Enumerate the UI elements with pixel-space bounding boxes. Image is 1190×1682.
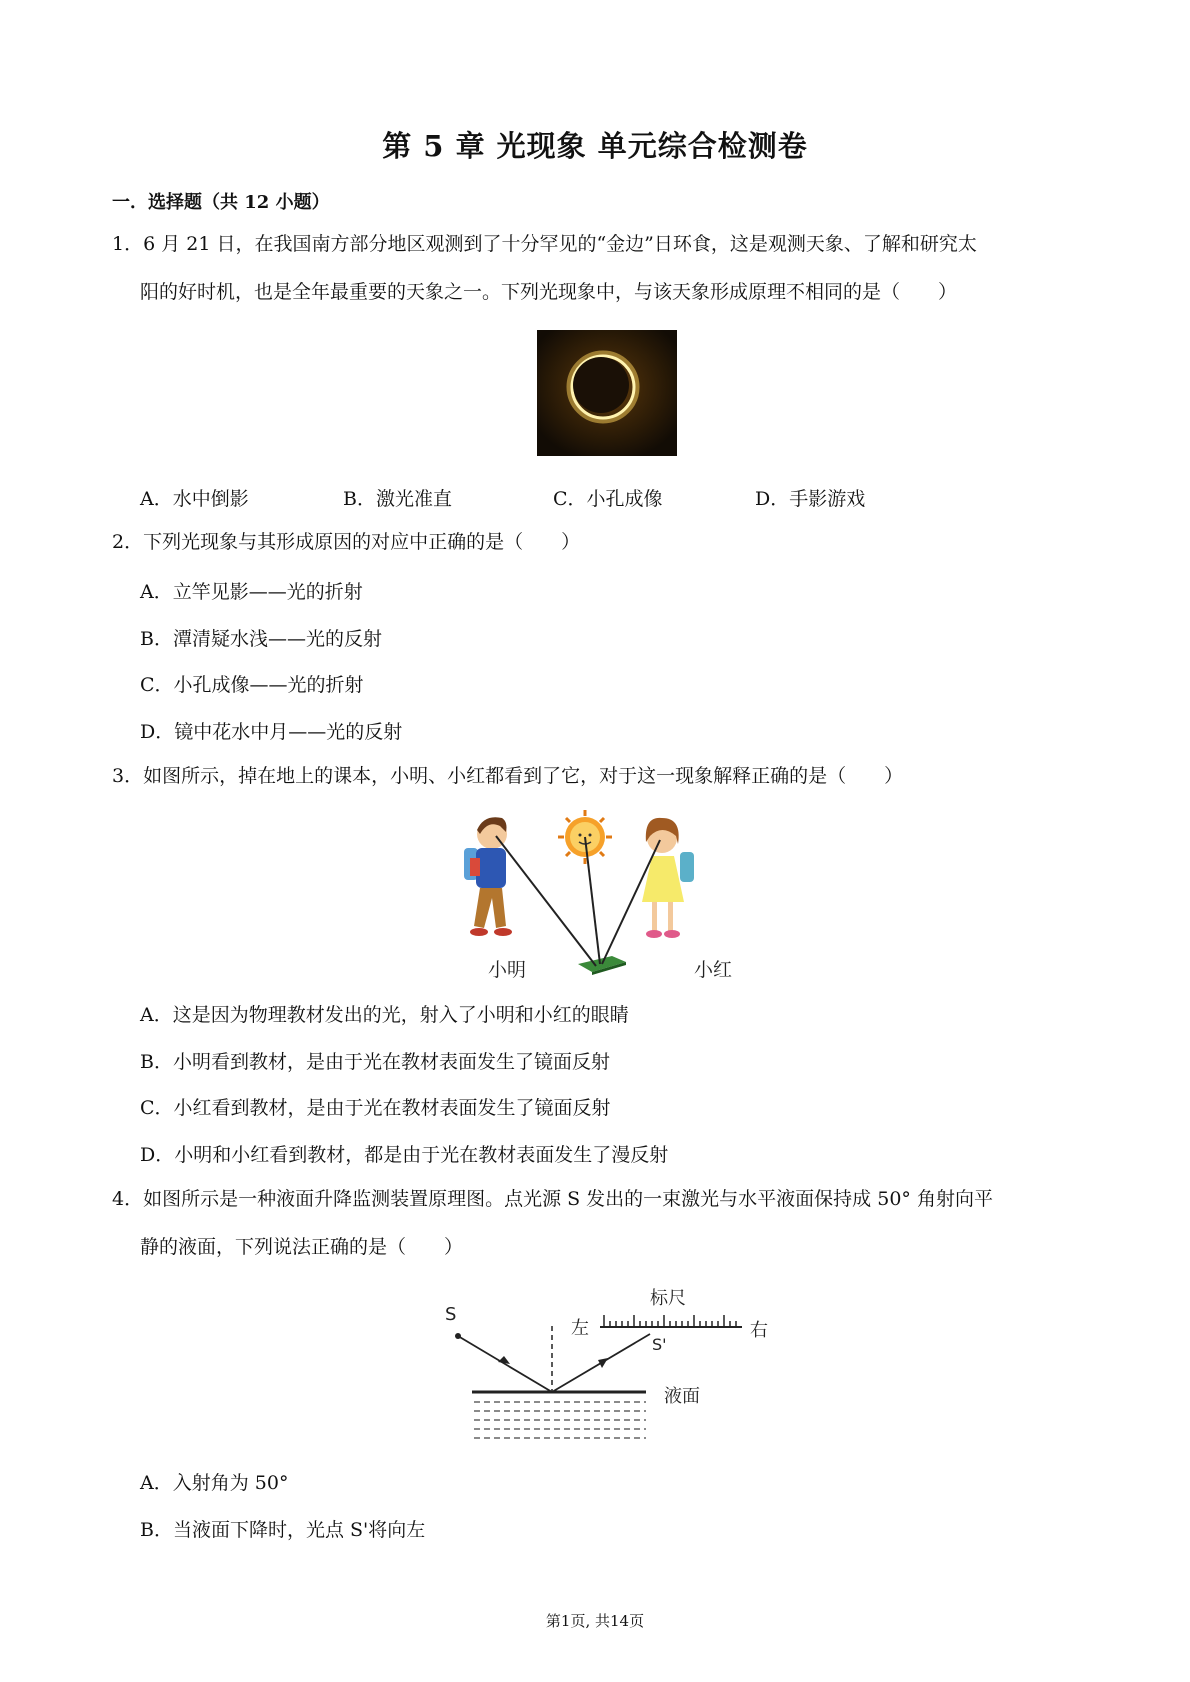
girl-figure — [642, 818, 694, 938]
book-icon — [578, 956, 626, 975]
q2-stem: 2．下列光现象与其形成原因的对应中正确的是（ ） — [112, 531, 581, 553]
q2-option-d: D．镜中花水中月——光的反射 — [140, 721, 403, 743]
q4-option-a: A．入射角为 50° — [140, 1472, 289, 1494]
label-s-prime: S' — [652, 1335, 667, 1354]
q1-option-a: A．水中倒影 — [140, 488, 249, 510]
q3-stem: 3．如图所示，掉在地上的课本，小明、小红都看到了它，对于这一现象解释正确的是（ ） — [112, 765, 904, 787]
page-footer: 第1页, 共14页 — [545, 1612, 645, 1630]
label-xiaoming: 小明 — [488, 959, 527, 981]
students-book-figure — [440, 806, 770, 986]
liquid-body — [474, 1402, 646, 1438]
ruler — [600, 1315, 742, 1327]
boy-figure — [464, 817, 512, 936]
q4-line-2: 静的液面，下列说法正确的是（ ） — [140, 1236, 464, 1258]
label-ruler: 标尺 — [650, 1288, 686, 1309]
q2-option-b: B．潭清疑水浅——光的反射 — [140, 628, 382, 650]
arrow-reflected-icon — [598, 1358, 608, 1368]
ray-from-sun — [585, 837, 600, 964]
page-title: 第 5 章 光现象 单元综合检测卷 — [382, 129, 808, 163]
q1-option-c: C．小孔成像 — [553, 488, 663, 510]
q1-line-2: 阳的好时机，也是全年最重要的天象之一。下列光现象中，与该天象形成原理不相同的是（ ） — [140, 281, 958, 303]
q1-option-d: D．手影游戏 — [755, 488, 866, 510]
label-right: 右 — [750, 1320, 768, 1341]
q1-option-b: B．激光准直 — [343, 488, 452, 510]
label-left: 左 — [571, 1318, 589, 1339]
q3-option-d: D．小明和小红看到教材，都是由于光在教材表面发生了漫反射 — [140, 1144, 669, 1166]
incident-ray — [458, 1336, 552, 1392]
label-xiaohong: 小红 — [694, 959, 733, 981]
q4-line-1: 4．如图所示是一种液面升降监测装置原理图。点光源 S 发出的一束激光与水平液面保持成 50° 角射向平 — [112, 1188, 993, 1210]
liquid-level-figure — [432, 1280, 782, 1448]
q2-option-a: A．立竿见影——光的折射 — [140, 581, 363, 603]
q4-option-b: B．当液面下降时，光点 S'将向左 — [140, 1519, 426, 1541]
q2-option-c: C．小孔成像——光的折射 — [140, 674, 364, 696]
label-liquid: 液面 — [664, 1386, 700, 1407]
q3-option-b: B．小明看到教材，是由于光在教材表面发生了镜面反射 — [140, 1051, 610, 1073]
eclipse-image — [537, 330, 677, 456]
label-s: S — [445, 1304, 457, 1325]
q3-option-a: A．这是因为物理教材发出的光，射入了小明和小红的眼睛 — [140, 1004, 629, 1026]
q3-option-c: C．小红看到教材，是由于光在教材表面发生了镜面反射 — [140, 1097, 611, 1119]
q1-line-1: 1．6 月 21 日，在我国南方部分地区观测到了十分罕见的“金边”日环食，这是观测天象、了解和研究太 — [112, 233, 977, 255]
section-heading: 一．选择题（共 12 小题） — [112, 192, 330, 213]
